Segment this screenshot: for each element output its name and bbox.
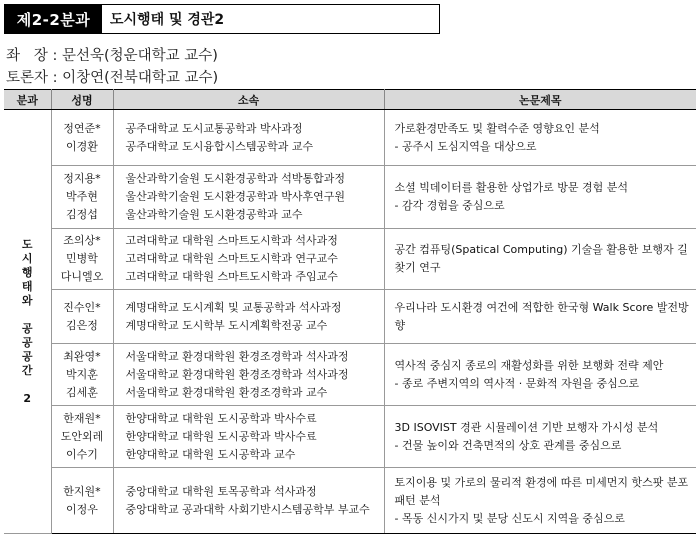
section-char: 간 xyxy=(21,363,33,377)
author-names xyxy=(51,468,113,534)
section-char: 태 xyxy=(21,279,33,293)
discussant-line: 토론자 : 이창연(전북대학교 교수) xyxy=(6,70,219,86)
section-label xyxy=(4,110,51,534)
section-char: 공 xyxy=(21,321,33,335)
author-affiliations xyxy=(113,110,384,166)
chair-line: 좌 장 : 문선욱(청운대학교 교수) xyxy=(6,48,218,64)
author-affiliations xyxy=(113,344,384,406)
affiliation: 중앙대학교 공과대학 사회기반시스템공학부 부교수 xyxy=(125,502,370,516)
affiliation: 울산과학기술원 도시환경공학과 교수 xyxy=(125,208,303,221)
paper-main-title: 소셜 빅데이터를 활용한 상업가로 방문 경험 분석 xyxy=(394,181,628,194)
section-char xyxy=(20,378,34,392)
session-title: 도시행태 및 경관2 xyxy=(110,12,225,28)
author-affiliations xyxy=(113,468,384,534)
author-name: 도안외레 xyxy=(60,429,104,443)
paper-main-title: 가로환경만족도 및 활력수준 영향요인 분석 xyxy=(394,121,600,135)
affiliation: 고려대학교 대학원 스마트도시학과 연구교수 xyxy=(125,252,338,265)
session-code: 제2-2분과 xyxy=(5,5,102,33)
paper-main-title: 역사적 중심지 종로의 재활성화를 위한 보행화 전략 제안 xyxy=(394,358,664,372)
author-name: 민병학 xyxy=(66,252,98,265)
paper-subtitle: - 감각 경험을 중심으로 xyxy=(394,199,505,212)
table-row xyxy=(4,110,696,166)
paper-title xyxy=(384,166,696,229)
author-names xyxy=(51,290,113,344)
affiliation: 울산과학기술원 도시환경공학과 박사후연구원 xyxy=(125,190,346,203)
paper-title xyxy=(384,344,696,406)
author-name: 정지용* xyxy=(63,172,101,185)
author-name: 김세훈 xyxy=(66,385,98,399)
paper-title xyxy=(384,110,696,166)
section-char xyxy=(20,308,34,322)
author-name: 조의상* xyxy=(63,234,101,247)
section-char: 2 xyxy=(23,391,32,405)
section-char: 와 xyxy=(21,293,33,307)
author-affiliations xyxy=(113,229,384,290)
table-row xyxy=(4,290,696,344)
author-affiliations xyxy=(113,166,384,229)
author-name: 김은정 xyxy=(66,318,98,332)
affiliation: 고려대학교 대학원 스마트도시학과 석사과정 xyxy=(125,234,338,247)
author-name: 최완영* xyxy=(63,349,101,363)
author-name: 김정섭 xyxy=(66,208,98,221)
affiliation: 서울대학교 환경대학원 환경조경학과 석사과정 xyxy=(125,349,349,363)
table-row xyxy=(4,166,696,229)
paper-subtitle: - 공주시 도심지역을 대상으로 xyxy=(394,139,537,153)
paper-main-title: 우리나라 도시환경 여건에 적합한 한국형 Walk Score 발전방향 xyxy=(394,300,689,332)
author-name: 한재원* xyxy=(63,411,101,425)
column-header: 성명 xyxy=(51,90,113,110)
column-header: 논문제목 xyxy=(384,90,696,110)
table-row xyxy=(4,468,696,534)
table-row xyxy=(4,344,696,406)
author-name: 다니엘오 xyxy=(60,270,104,283)
affiliation: 중앙대학교 대학원 토목공학과 석사과정 xyxy=(125,484,317,498)
table-row xyxy=(4,229,696,290)
session-header xyxy=(4,4,440,34)
paper-main-title: 토지이용 및 가로의 물리적 환경에 따른 미세먼지 핫스팟 분포 패턴 분석 xyxy=(394,475,689,507)
author-affiliations xyxy=(113,290,384,344)
author-names xyxy=(51,229,113,290)
paper-subtitle: - 목동 신시가지 및 분당 신도시 지역을 중심으로 xyxy=(394,511,625,525)
session-table xyxy=(4,89,696,534)
affiliation: 울산과학기술원 도시환경공학과 석박통합과정 xyxy=(125,172,346,185)
paper-subtitle: - 종로 주변지역의 역사적 · 문화적 자원을 중심으로 xyxy=(394,376,639,390)
affiliation: 한양대학교 대학원 도시공학과 교수 xyxy=(125,447,296,461)
section-char: 시 xyxy=(21,251,33,265)
affiliation: 공주대학교 도시교통공학과 박사과정 xyxy=(125,121,303,135)
section-char: 공 xyxy=(21,335,33,349)
author-names xyxy=(51,344,113,406)
author-names xyxy=(51,406,113,468)
paper-main-title: 공간 컴퓨팅(Spatical Computing) 기술을 활용한 보행자 길찾기 연구 xyxy=(394,243,688,274)
paper-title xyxy=(384,290,696,344)
author-names xyxy=(51,110,113,166)
author-name: 정연준* xyxy=(63,121,101,135)
affiliation: 계명대학교 도시학부 도시계획학전공 교수 xyxy=(125,318,328,332)
affiliation: 서울대학교 환경대학원 환경조경학과 석사과정 xyxy=(125,367,349,381)
author-name: 박주현 xyxy=(66,190,98,203)
column-header: 소속 xyxy=(113,90,384,110)
affiliation: 공주대학교 도시융합시스템공학과 교수 xyxy=(125,139,314,153)
paper-title xyxy=(384,406,696,468)
table-row xyxy=(4,406,696,468)
author-name: 진수인* xyxy=(63,300,101,314)
author-name: 한지원* xyxy=(63,484,101,498)
affiliation: 한양대학교 대학원 도시공학과 박사수료 xyxy=(125,411,317,425)
author-name: 이수기 xyxy=(66,447,98,461)
section-char: 도 xyxy=(21,237,33,251)
affiliation: 고려대학교 대학원 스마트도시학과 주임교수 xyxy=(125,270,338,283)
paper-title xyxy=(384,229,696,290)
column-header: 분과 xyxy=(4,90,51,110)
paper-main-title: 3D ISOVIST 경관 시뮬레이션 기반 보행자 가시성 분석 xyxy=(394,420,659,434)
affiliation: 한양대학교 대학원 도시공학과 박사수료 xyxy=(125,429,317,443)
author-names xyxy=(51,166,113,229)
section-char: 공 xyxy=(21,349,33,363)
author-affiliations xyxy=(113,406,384,468)
author-name: 이정우 xyxy=(66,502,98,516)
table-header-row xyxy=(4,90,696,110)
section-char: 행 xyxy=(21,265,33,279)
paper-title xyxy=(384,468,696,534)
affiliation: 계명대학교 도시계획 및 교통공학과 석사과정 xyxy=(125,300,342,314)
affiliation: 서울대학교 환경대학원 환경조경학과 교수 xyxy=(125,385,328,399)
author-name: 이경환 xyxy=(66,139,98,153)
paper-subtitle: - 건물 높이와 건축면적의 상호 관계를 중심으로 xyxy=(394,438,622,452)
author-name: 박지훈 xyxy=(66,367,98,381)
